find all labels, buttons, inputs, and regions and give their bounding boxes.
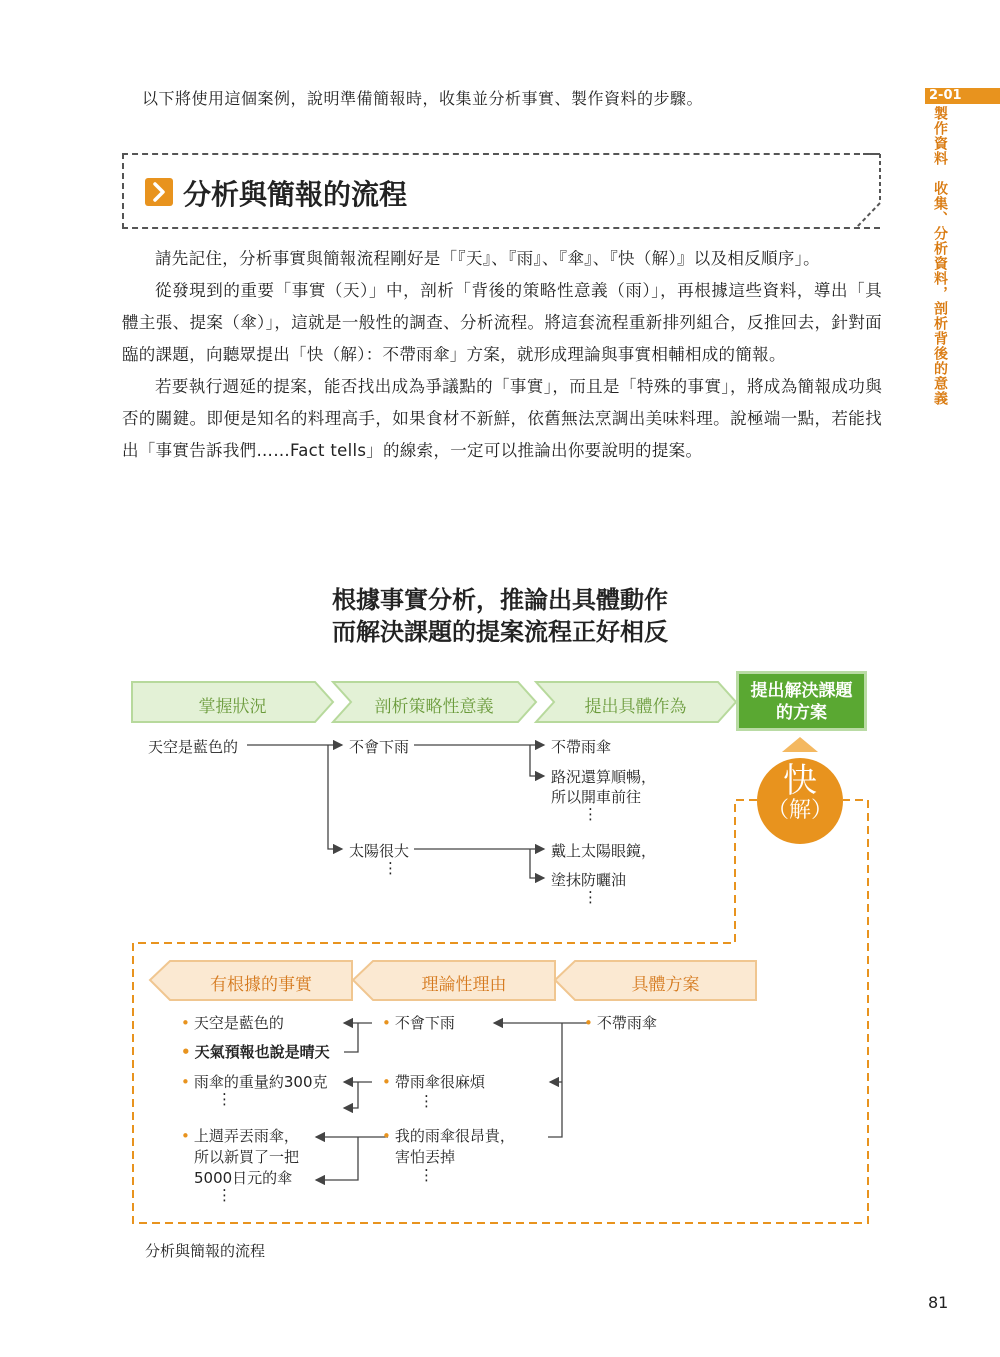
circle-sub-text: （解） (766, 798, 833, 823)
fact-item: • 天氣預報也說是晴天 (181, 1043, 330, 1061)
fact-text: 天氣預報也說是晴天 (194, 1043, 330, 1061)
node-sky-blue: 天空是藍色的 (148, 738, 239, 756)
page-number: 81 (928, 1293, 949, 1312)
flow-label-plan: 具體方案 (631, 975, 700, 995)
intro-text: 以下將使用這個案例，說明準備簡報時，收集並分析事實、製作資料的步驟。 (142, 89, 704, 108)
node-road-line2: 所以開車前往 (551, 788, 642, 806)
flow-label-reasons: 理論性理由 (421, 975, 507, 995)
solution-line2: 的方案 (776, 703, 827, 723)
node-no-rain: 不會下雨 (349, 738, 410, 756)
ellipsis: ⋮ (217, 1186, 232, 1204)
flow-label-analyze: 剖析策略性意義 (374, 697, 494, 717)
diagram-title-line1: 根據事實分析，推論出具體動作 (332, 586, 668, 614)
chapter-title-vertical: 製作資料 收集、分析資料，剖析背後的意義 (932, 106, 948, 406)
flow-label-action: 提出具體作為 (584, 697, 687, 717)
diagram-title-line2: 而解決課題的提案流程正好相反 (332, 618, 668, 646)
paragraph: 若要執行週延的提案，能否找出成為爭議點的「事實」，而且是「特殊的事實」，將成為簡報成功與否的關鍵。即便是知名的料理高手，如果食材不新鮮，依舊無法烹調出美味料理。說極端一點，若能找出「事實告訴我們……Fact tells」的線索，一定可以推論出你要說明的提案。 (122, 377, 882, 460)
figure-caption: 分析與簡報的流程 (145, 1242, 266, 1260)
section-title: 分析與簡報的流程 (183, 178, 408, 211)
flow-label-facts: 有根據的事實 (210, 975, 312, 995)
fact-text: 5000日元的傘 (194, 1169, 293, 1187)
node-sunscreen: 塗抹防曬油 (551, 871, 627, 889)
ellipsis: ⋮ (217, 1090, 232, 1108)
solution-line1: 提出解決課題 (750, 681, 853, 701)
solution-box (736, 671, 867, 731)
ellipsis: ⋮ (583, 888, 598, 906)
flow-label-grasp: 掌握狀況 (198, 697, 267, 717)
fact-item: • 天空是藍色的 (181, 1014, 284, 1032)
reason-item: • 不會下雨 (382, 1014, 455, 1032)
ellipsis: ⋮ (383, 859, 398, 877)
fact-text: 上週弄丟雨傘， (193, 1127, 299, 1145)
reason-item: • 帶雨傘很麻煩 (382, 1073, 485, 1091)
fact-text: 所以新買了一把 (194, 1148, 300, 1166)
reason-text: 不會下雨 (394, 1014, 455, 1032)
plan-text: 不帶雨傘 (596, 1014, 657, 1032)
node-sunny: 太陽很大 (349, 842, 410, 860)
ellipsis: ⋮ (419, 1166, 434, 1184)
circle-main-char: 快 (783, 761, 817, 801)
reason-text: 我的雨傘很昂貴， (394, 1127, 515, 1145)
paragraph: 從發現到的重要「事實（天）」中，剖析「背後的策略性意義（雨）」，再根據這些資料，導出「具體主張、提案（傘）」，這就是一般性的調查、分析流程。將這套流程重新排列組合，反推回去，針對面臨的課題，向聽眾提出「快（解）：不帶雨傘」方案，就形成理論與事實相輔相成的簡報。 (122, 281, 882, 364)
reason-text: 帶雨傘很麻煩 (394, 1073, 485, 1091)
fact-text: 天空是藍色的 (193, 1014, 284, 1032)
plan-item: • 不帶雨傘 (584, 1014, 657, 1032)
reason-text: 害怕丟掉 (395, 1148, 456, 1166)
fact-item: • 上週弄丟雨傘， 所以新買了一把 5000日元的傘 (181, 1127, 300, 1187)
fact-item: • 雨傘的重量約300克 (181, 1073, 328, 1091)
chapter-tab: 2-01 (925, 88, 1000, 104)
paragraph: 請先記住，分析事實與簡報流程剛好是「『天』、『雨』、『傘』、『快（解）』以及相反順序」。 (155, 249, 820, 268)
up-triangle (782, 737, 818, 752)
ellipsis: ⋮ (583, 805, 598, 823)
solution-circle (757, 758, 843, 844)
ellipsis: ⋮ (419, 1092, 434, 1110)
node-road-line1: 路況還算順暢， (551, 768, 657, 786)
node-sunglasses: 戴上太陽眼鏡， (551, 842, 657, 860)
fact-text: 雨傘的重量約300克 (193, 1073, 328, 1091)
node-no-umbrella: 不帶雨傘 (551, 738, 612, 756)
reason-item: • 我的雨傘很昂貴， 害怕丟掉 (382, 1127, 515, 1166)
